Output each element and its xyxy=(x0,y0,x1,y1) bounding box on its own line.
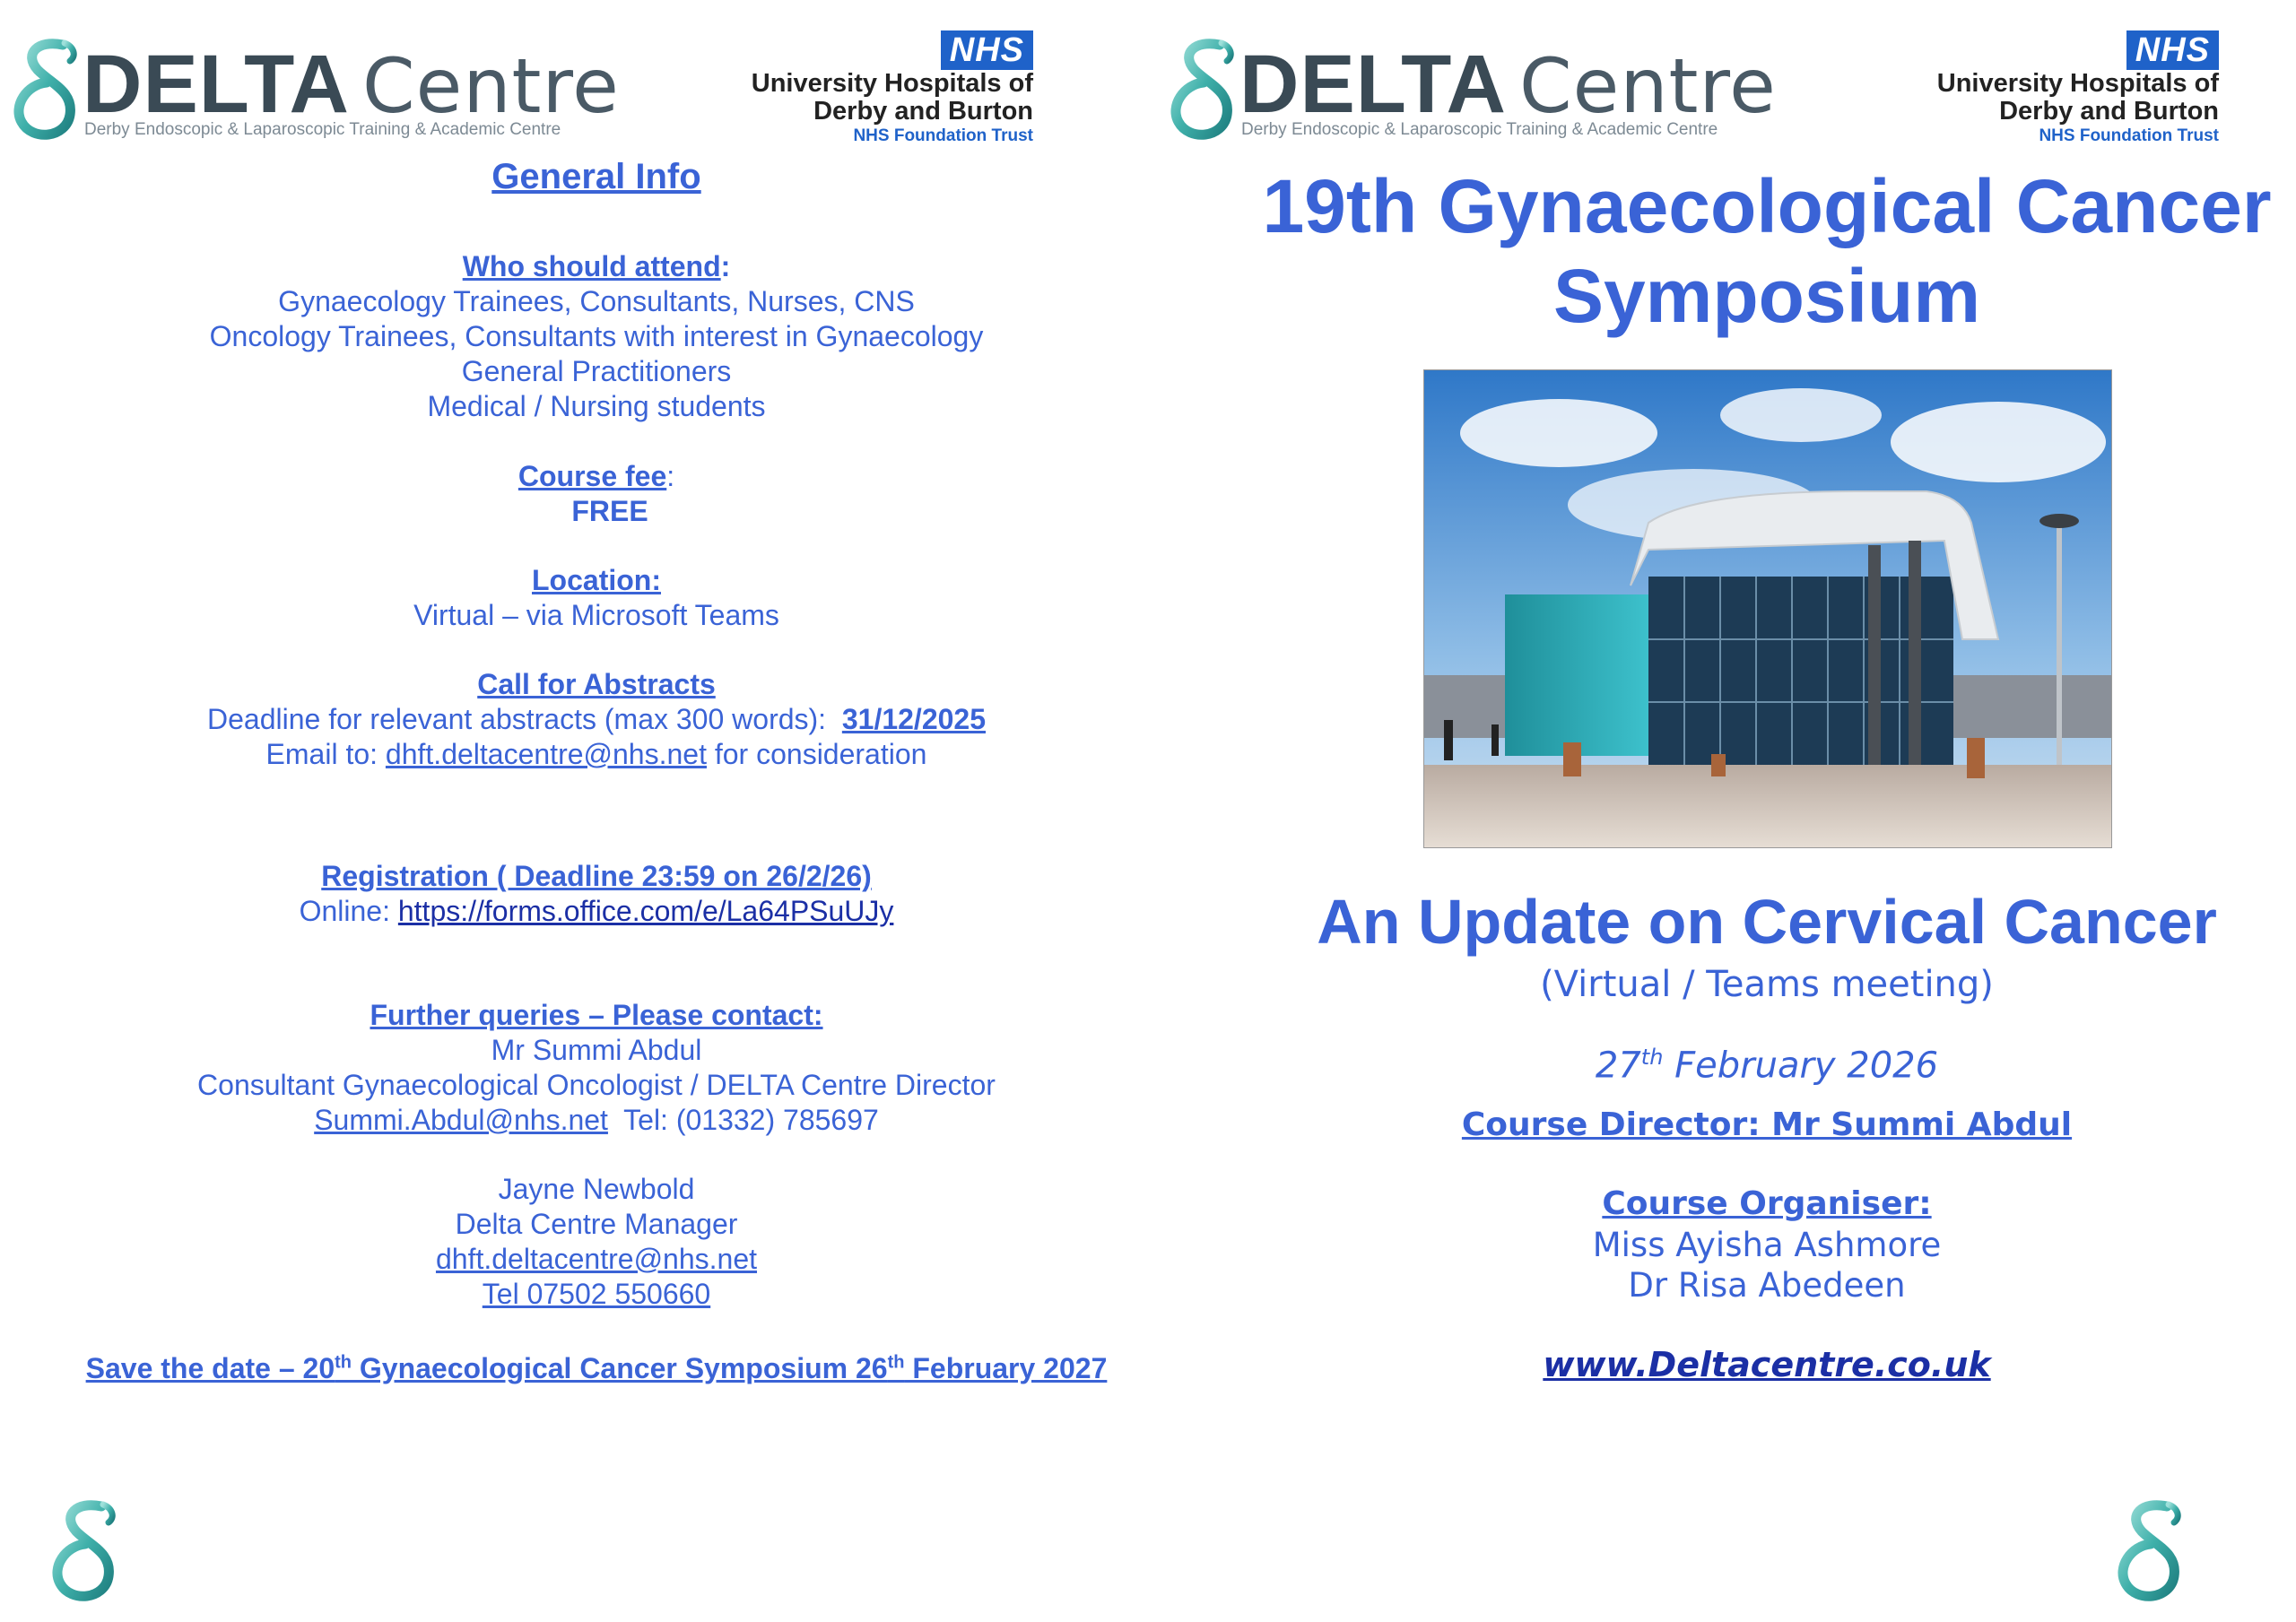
website-link-row xyxy=(1148,1345,2296,1384)
course-fee-section xyxy=(0,459,1193,529)
who-line: General Practitioners xyxy=(461,355,732,387)
nhs-logo xyxy=(1914,30,2219,156)
nhs-trust-name: NHS Foundation Trust xyxy=(853,126,1033,145)
nhs-name-line1: University Hospitals of xyxy=(1936,69,2219,98)
who-line: Gynaecology Trainees, Consultants, Nurses, CNS xyxy=(278,285,915,317)
course-organisers xyxy=(1148,1225,2296,1305)
registration-online: Online: https://forms.office.com/e/La64PSuUJy xyxy=(299,895,894,927)
general-info-heading: General Info xyxy=(491,157,701,196)
abstracts-deadline: Deadline for relevant abstracts (max 300 words): 31/12/2025 xyxy=(206,703,986,735)
save-the-date: Save the date – 20th Gynaecological Cancer Symposium 26th February 2027 xyxy=(85,1351,1108,1384)
abstracts-email-link[interactable]: dhft.deltacentre@nhs.net xyxy=(385,738,707,770)
registration-form-link[interactable]: https://forms.office.com/e/La64PSuUJy xyxy=(397,895,894,927)
contact2-email xyxy=(0,1242,1193,1277)
abstracts-section xyxy=(0,667,1193,772)
fee-value: FREE xyxy=(571,495,648,527)
organiser-name: Miss Ayisha Ashmore xyxy=(1592,1226,1942,1264)
contact1-email-link[interactable]: Summi.Abdul@nhs.net xyxy=(314,1104,608,1136)
contact2-email-link[interactable]: dhft.deltacentre@nhs.net xyxy=(435,1243,758,1275)
delta-swirl-icon xyxy=(1168,38,1239,143)
delta-swirl-icon xyxy=(2115,1498,2187,1606)
contact2-section xyxy=(0,1172,1193,1312)
contact2-name: Jayne Newbold xyxy=(498,1173,695,1205)
symposium-title xyxy=(1148,161,2296,341)
nhs-logo xyxy=(728,30,1033,156)
registration-heading: Registration ( Deadline 23:59 on 26/2/26) xyxy=(321,860,872,892)
location-heading: Location: xyxy=(532,564,661,596)
nhs-name-line1: University Hospitals of xyxy=(751,69,1033,98)
building-photo xyxy=(1423,369,2112,848)
contact1-name: Mr Summi Abdul xyxy=(491,1034,702,1066)
queries-section xyxy=(0,998,1193,1138)
location-section xyxy=(0,563,1193,633)
abstracts-heading: Call for Abstracts xyxy=(477,668,716,700)
abstracts-deadline-date: 31/12/2025 xyxy=(841,703,986,735)
title-line2: Symposium xyxy=(1552,254,1981,338)
delta-subtitle: Derby Endoscopic & Laparoscopic Training & Academic Centre xyxy=(84,120,561,139)
who-line: Medical / Nursing students xyxy=(427,390,766,422)
delta-swirl-icon xyxy=(11,38,83,143)
delta-wordmark: DELTA Centre xyxy=(1239,39,1777,130)
nhs-badge: NHS xyxy=(941,30,1033,70)
website-link[interactable]: www.Deltacentre.co.uk xyxy=(1543,1345,1991,1384)
contact2-tel xyxy=(0,1277,1193,1312)
delta-centre-logo xyxy=(11,38,620,150)
contact1-role: Consultant Gynaecological Oncologist / DELTA Centre Director xyxy=(197,1069,996,1101)
course-director: Course Director: Mr Summi Abdul xyxy=(1461,1106,2073,1143)
fee-heading: Course fee: xyxy=(517,460,675,492)
abstracts-email-line: Email to: dhft.deltacentre@nhs.net for consideration xyxy=(265,738,927,770)
location-value: Virtual – via Microsoft Teams xyxy=(413,599,779,631)
nhs-name-line2: Derby and Burton xyxy=(813,97,1033,126)
contact1-details: Summi.Abdul@nhs.net Tel: (01332) 785697 xyxy=(314,1104,879,1136)
queries-heading: Further queries – Please contact: xyxy=(370,999,823,1031)
delta-subtitle: Derby Endoscopic & Laparoscopic Training & Academic Centre xyxy=(1241,120,1718,139)
meeting-type: (Virtual / Teams meeting) xyxy=(1540,964,1994,1005)
who-line: Oncology Trainees, Consultants with interest in Gynaecology xyxy=(209,320,984,352)
organiser-name: Dr Risa Abedeen xyxy=(1628,1266,1906,1305)
who-heading: Who should attend: xyxy=(462,250,731,282)
delta-swirl-icon xyxy=(49,1498,121,1606)
contact2-tel-link[interactable]: Tel 07502 550660 xyxy=(482,1278,711,1310)
delta-wordmark: DELTA Centre xyxy=(83,39,620,130)
delta-centre-logo xyxy=(1168,38,1777,150)
title-line1: 19th Gynaecological Cancer xyxy=(1262,164,2272,248)
course-organiser-heading: Course Organiser: xyxy=(1602,1185,1932,1222)
registration-section xyxy=(0,859,1193,929)
contact2-role: Delta Centre Manager xyxy=(455,1208,738,1240)
right-page xyxy=(1148,0,2296,1622)
event-subtitle: An Update on Cervical Cancer xyxy=(1317,887,2217,957)
nhs-badge: NHS xyxy=(2126,30,2219,70)
event-date: 27th February 2026 xyxy=(1595,1045,1939,1087)
nhs-name-line2: Derby and Burton xyxy=(1999,97,2219,126)
nhs-trust-name: NHS Foundation Trust xyxy=(2039,126,2219,145)
who-should-attend-section xyxy=(0,249,1193,424)
